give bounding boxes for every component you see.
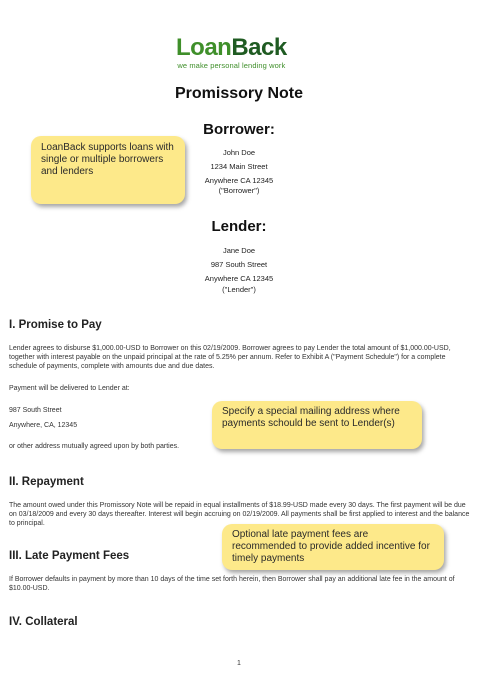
document-title: Promissory Note xyxy=(174,85,304,102)
section-title-collateral: IV. Collateral xyxy=(9,616,78,628)
page-number: 1 xyxy=(237,660,241,667)
payment-address-line1: 987 South Street xyxy=(9,407,62,414)
lender-role: ("Lender") xyxy=(222,285,256,294)
callout-late-fees: Optional late payment fees are recommended to provide added incentive for timely payments xyxy=(222,524,444,570)
repayment-paragraph: The amount owed under this Promissory Note will be repaid in equal installments of $18.99-USD made every 30 days. The first payment will be due on 03/18/2009 and every 30 days thereafter. Interest will begin accruing on 02/19/2009. All payments shall be first applied to interest and the balance to principal. xyxy=(9,502,470,527)
section-title-promise: I. Promise to Pay xyxy=(9,319,102,331)
logo-tagline: we make personal lending work xyxy=(177,61,286,70)
borrower-street: 1234 Main Street xyxy=(210,162,268,171)
borrower-city: Anywhere CA 12345 xyxy=(204,176,274,185)
loanback-logo xyxy=(176,36,287,70)
callout-mailing-address: Specify a special mailing address where payments schould be sent to Lender(s) xyxy=(212,401,422,449)
section-title-late-fees: III. Late Payment Fees xyxy=(9,550,130,562)
borrower-heading: Borrower: xyxy=(203,121,275,138)
borrower-name: John Doe xyxy=(222,148,256,157)
borrower-role: ("Borrower") xyxy=(218,186,260,195)
promise-paragraph: Lender agrees to disburse $1,000.00-USD to Borrower on this 02/19/2009. Borrower agrees to pay Lender the total amount of $1,000.00-USD, together with interest payable on the unpaid principal at the rate of 5.25% per annum. Refer to Exhibit A ("Payment Schedule") for a complete schedule of payments, complete with amounts due and due dates. xyxy=(9,345,451,370)
lender-city: Anywhere CA 12345 xyxy=(204,274,274,283)
section-title-repayment: II. Repayment xyxy=(9,476,84,488)
lender-name: Jane Doe xyxy=(222,246,256,255)
alternate-address-text: or other address mutually agreed upon by both parties. xyxy=(9,443,180,450)
lender-street: 987 South Street xyxy=(210,260,268,269)
callout-parties: LoanBack supports loans with single or multiple borrowers and lenders xyxy=(31,136,185,204)
payment-delivery-text: Payment will be delivered to Lender at: xyxy=(9,385,130,392)
payment-address-line2: Anywhere, CA, 12345 xyxy=(9,422,78,429)
logo-wordmark-back: Back xyxy=(231,34,287,61)
lender-heading: Lender: xyxy=(211,218,267,235)
logo-wordmark-loan: Loan xyxy=(176,34,232,61)
late-fees-paragraph: If Borrower defaults in payment by more than 10 days of the time set forth herein, then Borrower shall pay an additional late fee in the amount of $10.00-USD. xyxy=(9,576,455,592)
